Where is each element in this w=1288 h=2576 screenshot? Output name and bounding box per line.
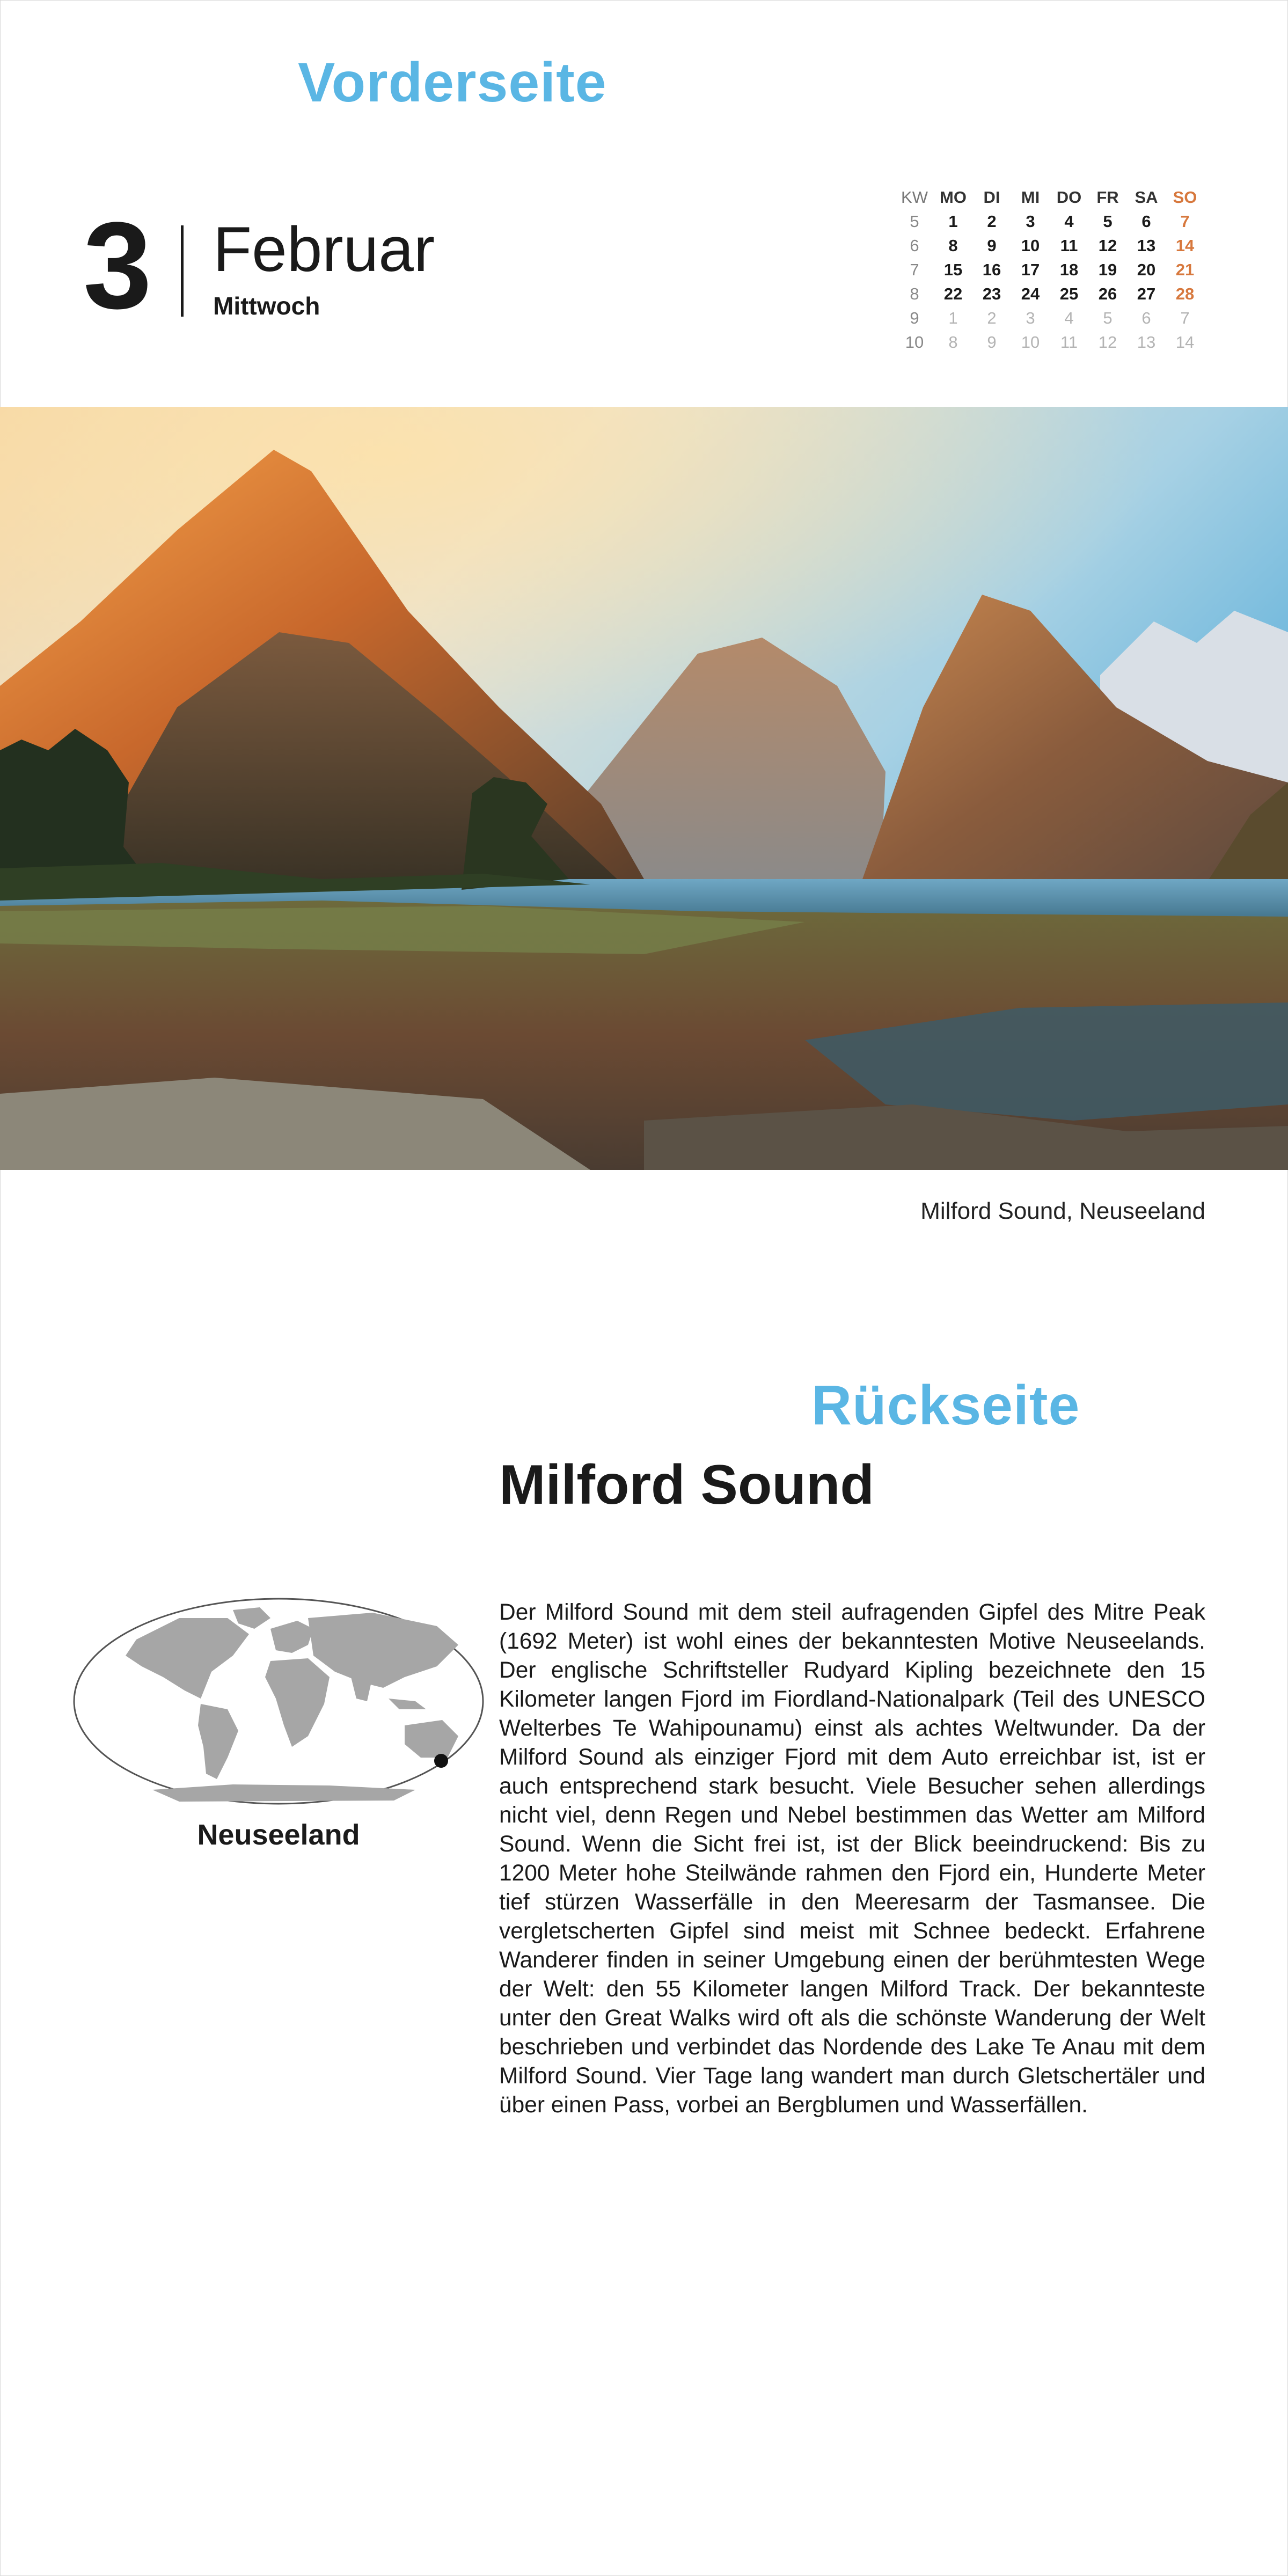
calendar-day: 16 <box>982 260 1001 279</box>
calendar-day: 14 <box>1175 236 1195 255</box>
mini-calendar-header-sa: SA <box>1135 187 1158 207</box>
calendar-day: 27 <box>1137 284 1156 303</box>
calendar-day: 5 <box>1103 308 1113 327</box>
calendar-day: 12 <box>1098 236 1117 255</box>
mini-calendar-week-row <box>895 306 1204 330</box>
calendar-day: 22 <box>943 284 963 303</box>
mini-calendar-header-fr: FR <box>1096 187 1119 207</box>
mini-calendar-week-row <box>895 233 1204 258</box>
world-map <box>72 1597 485 1806</box>
calendar-day: 19 <box>1098 260 1117 279</box>
calendar-day: 3 <box>1026 308 1035 327</box>
calendar-day: 8 <box>948 236 958 255</box>
front-heading: Vorderseite <box>298 52 607 114</box>
calendar-day: 10 <box>1021 236 1040 255</box>
mini-calendar-week-row <box>895 330 1204 354</box>
calendar-day: 11 <box>1060 332 1078 352</box>
article-body: Der Milford Sound mit dem steil aufragenden Gipfel des Mitre Peak (1692 Meter) ist wohl eines der bekanntesten Motive Neuseelands. Der englische Schriftsteller Rudyard Kipling bezeichnete den 15 Kilometer langen Fjord im Fiordland-Nationalpark (Teil des UNESCO Welterbes Te Wahipounamu) einst als achtes Weltwunder. Da der Milford Sound als einziger Fjord mit dem Auto erreichbar ist, ist er auch entsprechend stark besucht. Viele Besucher sehen allerdings nicht viel, denn Regen und Nebel bestimmen das Wetter am Milford Sound. Wenn die Sicht frei ist, ist der Blick beeindruckend: Bis zu 1200 Meter hohe Steilwände rahmen den Fjord ein, Hunderte Meter tief stürzen Wasserfälle in den Meeresarm der Tasmansee. Die vergletscherten Gipfel sind meist mit Schnee bedeckt. Erfahrene Wanderer finden in seiner Umgebung einen der berühmtesten Wege der Welt: den 55 Kilometer langen Milford Track. Der bekannteste unter den Great Walks wird oft als die schönste Wanderung der Welt beschrieben und verbindet das Nordende des Lake Te Anau mit dem Milford Sound. Vier Tage lang wandert man durch Gletschertäler und über einen Pass, vorbei an Bergblumen und Wasserfällen. <box>499 1600 1205 2118</box>
mini-calendar-week-row <box>895 209 1204 233</box>
calendar-day: 5 <box>1103 211 1113 231</box>
calendar-day: 25 <box>1059 284 1079 303</box>
calendar-day: 6 <box>1141 308 1151 327</box>
mini-calendar-week-row <box>895 258 1204 282</box>
landscape-photo <box>0 407 1288 1170</box>
mini-calendar-header-kw: KW <box>901 187 928 207</box>
day-number: 3 <box>83 196 152 334</box>
mini-calendar-week-row <box>895 282 1204 306</box>
mini-calendar-header-mo: MO <box>940 187 967 207</box>
calendar-week-number: 8 <box>910 284 919 303</box>
calendar-day: 21 <box>1175 260 1195 279</box>
calendar-day: 18 <box>1059 260 1079 279</box>
calendar-day: 2 <box>987 308 997 327</box>
calendar-day: 20 <box>1137 260 1156 279</box>
calendar-week-number: 5 <box>910 211 919 231</box>
mini-calendar-header-row <box>895 185 1204 209</box>
calendar-day: 23 <box>982 284 1001 303</box>
calendar-day: 12 <box>1098 332 1117 352</box>
calendar-day: 13 <box>1137 332 1156 352</box>
calendar-day: 11 <box>1060 236 1078 255</box>
mini-calendar-header-di: DI <box>983 187 1000 207</box>
date-divider <box>181 225 184 317</box>
mini-calendar-header-so: SO <box>1173 187 1197 207</box>
mini-calendar <box>895 185 1204 354</box>
calendar-day: 10 <box>1021 332 1040 352</box>
photo-caption: Milford Sound, Neuseeland <box>920 1198 1205 1224</box>
calendar-day: 9 <box>987 236 997 255</box>
calendar-day: 15 <box>943 260 963 279</box>
calendar-day: 3 <box>1026 211 1035 231</box>
mini-calendar-header-do: DO <box>1056 187 1082 207</box>
calendar-day: 1 <box>948 308 958 327</box>
calendar-day: 13 <box>1137 236 1156 255</box>
calendar-week-number: 10 <box>905 332 924 352</box>
calendar-day: 24 <box>1021 284 1040 303</box>
article-title: Milford Sound <box>499 1454 874 1516</box>
map-location-label: Neuseeland <box>197 1819 360 1851</box>
month-name: Februar <box>213 214 435 285</box>
mini-calendar-header-mi: MI <box>1021 187 1040 207</box>
calendar-day: 9 <box>987 332 997 352</box>
calendar-day: 6 <box>1141 211 1151 231</box>
calendar-week-number: 6 <box>910 236 919 255</box>
calendar-day: 4 <box>1064 211 1074 231</box>
calendar-week-number: 7 <box>910 260 919 279</box>
calendar-day: 7 <box>1180 211 1190 231</box>
calendar-day: 14 <box>1175 332 1195 352</box>
calendar-day: 2 <box>987 211 997 231</box>
calendar-week-number: 9 <box>910 308 919 327</box>
calendar-day: 26 <box>1098 284 1117 303</box>
weekday-name: Mittwoch <box>213 292 320 320</box>
calendar-day: 1 <box>948 211 958 231</box>
back-heading: Rückseite <box>811 1374 1080 1437</box>
calendar-day: 17 <box>1021 260 1040 279</box>
calendar-day: 28 <box>1175 284 1195 303</box>
calendar-day: 4 <box>1064 308 1074 327</box>
calendar-day: 8 <box>948 332 958 352</box>
calendar-day: 7 <box>1180 308 1190 327</box>
